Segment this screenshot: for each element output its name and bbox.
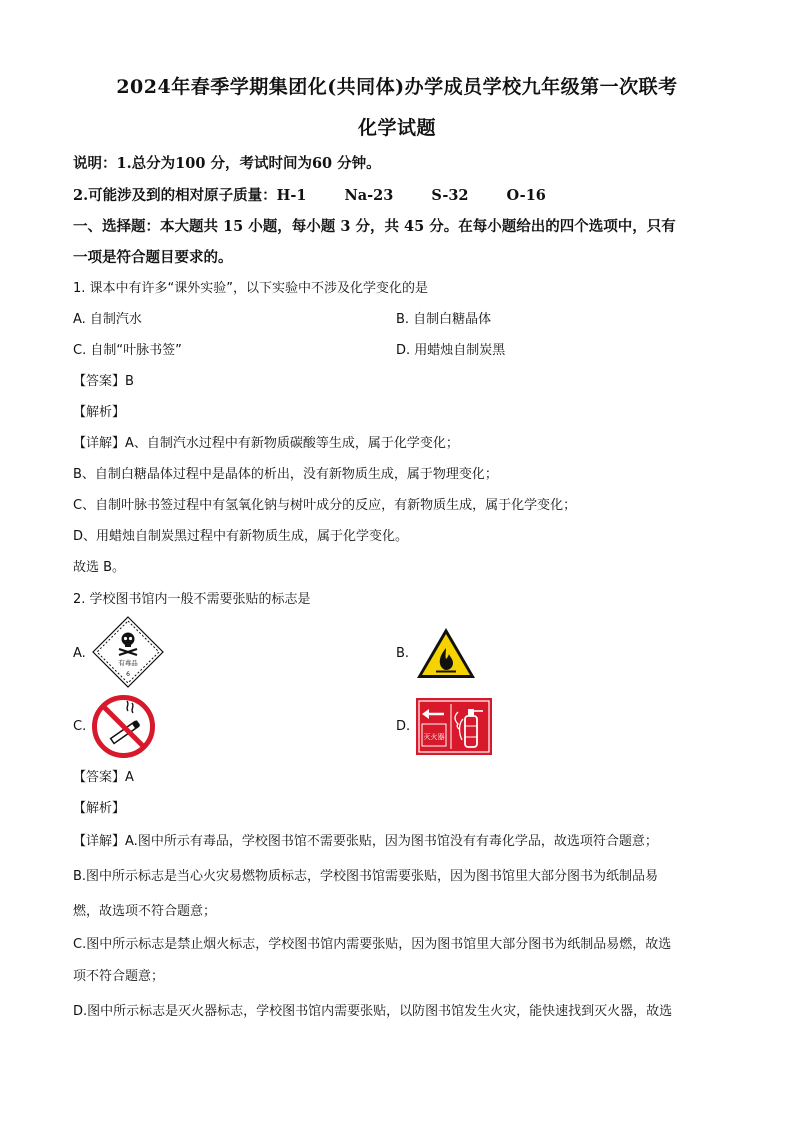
q1-answer <box>73 370 721 389</box>
q2-answer-tag: 【答案】 <box>73 770 126 785</box>
exam-subtitle: 化学试题 <box>357 117 436 139</box>
q2-detail-tag: 【详解】 <box>73 834 126 849</box>
q1-detail-text-1: A、自制汽水过程中有新物质碳酸等生成，属于化学变化； <box>125 436 459 451</box>
atomic-mass-s: S-32 <box>431 187 469 204</box>
q2-option-b-label: B. <box>396 646 410 661</box>
q1-detail-line-4: D、用蜡烛自制炭黑过程中有新物质生成，属于化学变化。 <box>73 529 409 544</box>
q2-detail-line-4: C.图中所示标志是禁止烟火标志，学校图书馆内需要张贴，因为图书馆里大部分图书为纸制品易燃，故选 <box>73 937 672 952</box>
q1-analysis-tag: 【解析】 <box>73 405 126 420</box>
q2-answer-value: A <box>125 770 134 785</box>
q1-detail-line-1 <box>73 432 721 451</box>
atomic-mass-prefix: 2.可能涉及到的相对原子质量： <box>73 187 277 204</box>
toxic-sign-icon <box>92 616 164 688</box>
toxic-sign-label: 有毒品 <box>118 659 138 667</box>
q1-option-b: B. 自制白糖晶体 <box>396 312 492 327</box>
atomic-mass-h: H-1 <box>276 187 307 204</box>
exam-title: 2024年春季学期集团化(共同体)办学成员学校九年级第一次联考 <box>116 76 678 98</box>
q2-detail-line-3: 燃，故选项不符合题意； <box>73 904 217 919</box>
fire-extinguisher-sign-label: 灭火器 <box>423 733 445 741</box>
q2-detail-line-1 <box>73 830 721 849</box>
no-smoking-sign-icon <box>92 695 155 758</box>
q2-option-a-label: A. <box>73 646 86 661</box>
atomic-mass-o: O-16 <box>506 187 546 204</box>
q2-stem: 2. 学校图书馆内一般不需要张贴的标志是 <box>73 592 311 607</box>
flammable-warning-sign-icon <box>415 626 477 680</box>
atomic-mass-na: Na-23 <box>344 187 394 204</box>
q1-option-d: D. 用蜡烛自制炭黑 <box>396 343 506 358</box>
q1-detail-line-3: C、自制叶脉书签过程中有氢氧化钠与树叶成分的反应，有新物质生成，属于化学变化； <box>73 498 577 513</box>
instruction-line-2 <box>73 184 721 205</box>
q1-detail-tag: 【详解】 <box>73 436 126 451</box>
q2-detail-line-2: B.图中所示标志是当心火灾易燃物质标志，学校图书馆需要张贴，因为图书馆里大部分图书为纸制品易 <box>73 869 659 884</box>
q2-answer <box>73 766 721 785</box>
q2-option-c-label: C. <box>73 719 87 734</box>
instruction-line-1: 说明：1.总分为100 分，考试时间为60 分钟。 <box>73 155 381 172</box>
q1-answer-value: B <box>125 374 134 389</box>
q2-analysis-tag: 【解析】 <box>73 801 126 816</box>
q1-detail-line-5: 故选 B。 <box>73 560 126 575</box>
section-heading-line-1: 一、选择题：本大题共 15 小题，每小题 3 分，共 45 分。在每小题给出的四个选项中，只有 <box>73 218 676 235</box>
q1-answer-tag: 【答案】 <box>73 374 126 389</box>
q1-option-c: C. 自制“叶脉书签” <box>73 343 182 358</box>
fire-extinguisher-sign-icon <box>416 698 492 755</box>
q2-detail-line-5: 项不符合题意； <box>73 969 165 984</box>
q2-detail-text-1: A.图中所示有毒品，学校图书馆不需要张贴，因为图书馆没有有毒化学品，故选项符合题意； <box>125 834 658 849</box>
q1-stem: 1. 课本中有许多“课外实验”，以下实验中不涉及化学变化的是 <box>73 281 429 296</box>
q1-detail-line-2: B、自制白糖晶体过程中是晶体的析出，没有新物质生成，属于物理变化； <box>73 467 498 482</box>
q1-option-a: A. 自制汽水 <box>73 312 142 327</box>
q2-detail-line-6: D.图中所示标志是灭火器标志，学校图书馆内需要张贴，以防图书馆发生火灾，能快速找到灭火器，故选 <box>73 1004 673 1019</box>
section-heading-line-2: 一项是符合题目要求的。 <box>73 249 233 266</box>
q2-option-d-label: D. <box>396 719 411 734</box>
toxic-sign-class: 6 <box>126 671 130 678</box>
